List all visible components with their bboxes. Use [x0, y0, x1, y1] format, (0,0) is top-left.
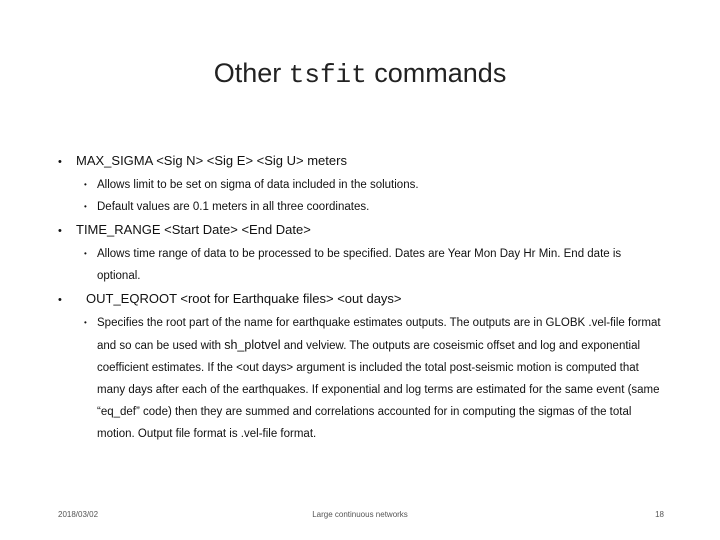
- bullet-text: TIME_RANGE <Start Date> <End Date>: [76, 222, 311, 237]
- sub-bullet: [84, 243, 664, 287]
- sub-text-code: sh_plotvel: [224, 338, 281, 352]
- sub-bullet-dot: •: [84, 180, 87, 189]
- title-suffix: commands: [374, 58, 507, 88]
- footer-date: 2018/03/02: [58, 510, 99, 519]
- sub-bullet: [84, 196, 664, 218]
- sub-bullet-text: Allows limit to be set on sigma of data included in the solutions.: [97, 179, 419, 191]
- bullet-max-sigma: [58, 153, 347, 168]
- sub-bullet-text: Allows time range of data to be processed to be specified. Dates are Year Mon Day Hr Min. End date is optional.: [97, 248, 622, 282]
- bullet-time-range: [58, 222, 311, 237]
- bullet-dot: •: [58, 294, 62, 306]
- footer-page-number: 18: [655, 510, 664, 519]
- bullet-text: OUT_EQROOT <root for Earthquake files> <out days>: [86, 291, 402, 306]
- sub-bullet: [84, 174, 664, 196]
- title-prefix: Other: [213, 58, 282, 88]
- sub-bullet-dot: •: [84, 318, 87, 327]
- bullet-text: MAX_SIGMA <Sig N> <Sig E> <Sig U> meters: [76, 153, 347, 168]
- sub-bullet-text: Default values are 0.1 meters in all three coordinates.: [97, 201, 370, 213]
- sub-bullet-dot: •: [84, 249, 87, 258]
- bullet-dot: •: [58, 225, 62, 237]
- footer-center: Large continuous networks: [312, 510, 408, 519]
- sub-bullet-text: [84, 312, 664, 445]
- sub-text-part2: and velview. The outputs are coseismic offset and log and exponential coefficient estimates. If the <out days> argument is included the total post-seismic motion is computed that many days after each of the earthquakes. If exponential and log terms are estimated for the same event (same “eq_def” code) then they are summed and correlations accounted for in computing the sigmas of the total motion. Output file format is .vel-file format.: [97, 340, 660, 440]
- bullet-out-eqroot: [58, 291, 402, 306]
- slide-title: [0, 58, 720, 90]
- sub-bullet: [84, 312, 664, 445]
- sub-bullet-dot: •: [84, 202, 87, 211]
- sub-text-part1: Specifies the root part of the name for earthquake estimates outputs. The outputs are in GLOBK .vel-file format and so can be used with: [97, 317, 661, 352]
- title-code: tsfit: [288, 60, 367, 90]
- bullet-dot: •: [58, 156, 62, 168]
